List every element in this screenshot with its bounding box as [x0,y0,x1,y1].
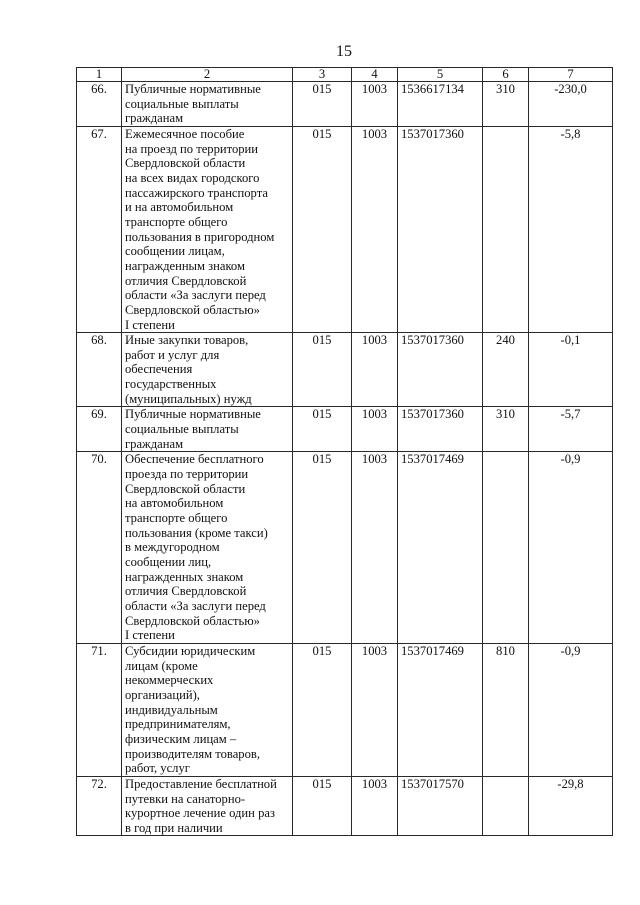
row-name-line: организаций), [125,687,200,702]
row-name-line: гражданам [125,111,184,126]
row-name-line: отличия Свердловской [125,584,247,599]
row-name [122,776,293,836]
header-row [77,68,613,82]
header-col-2: 2 [122,68,293,82]
row-name-line: некоммерческих [125,673,214,688]
row-number: 68. [77,333,122,407]
row-name-line: на всех видах городского [125,170,260,185]
row-col5-target-code: 1537017570 [398,776,483,836]
row-name-line: Обеспечение бесплатного [125,452,264,467]
row-name-line: обеспечения [125,362,193,377]
row-name-line: сообщении лиц, [125,555,212,569]
row-name-line: работ и услуг для [125,347,220,362]
row-name-line: гражданам [125,436,184,451]
row-col7-amount: -0,1 [529,333,613,407]
row-col5-target-code: 1537017360 [398,333,483,407]
row-col6-expense-type: 240 [483,333,529,407]
table-row [77,407,613,452]
row-name-line: и на автомобильном [125,200,234,215]
row-name-line: (муниципальных) нужд [125,391,252,406]
row-name-line: проезда по территории [125,467,249,482]
row-name-line: Ежемесячное пособие [125,126,245,141]
row-name-line: пользования (кроме такси) [125,525,268,540]
header-col-1: 1 [77,68,122,82]
row-name-line: транспорте общего [125,214,228,229]
row-name-line: Свердловской областью» [125,302,260,317]
row-name [122,82,293,127]
table-row [77,452,613,644]
row-col4-section-code: 1003 [352,452,398,644]
row-name [122,126,293,332]
row-col4-section-code: 1003 [352,643,398,776]
row-col6-expense-type [483,126,529,332]
row-col6-expense-type: 310 [483,407,529,452]
row-col4-section-code: 1003 [352,82,398,127]
row-name-line: пассажирского транспорта [125,185,268,200]
row-col3-ministry-code: 015 [293,407,352,452]
row-col5-target-code: 1537017360 [398,407,483,452]
row-name-line: Свердловской области [125,156,246,171]
row-name-line: сообщении лицам, [125,244,225,259]
row-col3-ministry-code: 015 [293,452,352,644]
row-name-line: на проезд по территории [125,141,259,156]
row-col7-amount: -5,7 [529,407,613,452]
row-number: 66. [77,82,122,127]
row-col4-section-code: 1003 [352,776,398,836]
row-col7-amount: -230,0 [529,82,613,127]
row-name [122,643,293,776]
table-row [77,126,613,332]
row-name-line: области «За заслуги перед [125,288,266,303]
row-col5-target-code: 1536617134 [398,82,483,127]
row-name-line: Иные закупки товаров, [125,333,249,348]
row-col7-amount: -0,9 [529,643,613,776]
row-col6-expense-type [483,452,529,644]
header-col-3: 3 [293,68,352,82]
header-col-6: 6 [483,68,529,82]
row-col4-section-code: 1003 [352,126,398,332]
row-name-line: в междугородном [125,540,220,555]
row-name-line: Свердловской области [125,481,246,496]
row-name-line: путевки на санаторно- [125,791,246,806]
header-col-4: 4 [352,68,398,82]
row-name-line: лицам (кроме [125,658,198,673]
row-name-line: области «За заслуги перед [125,598,266,613]
row-col7-amount: -29,8 [529,776,613,836]
row-col3-ministry-code: 015 [293,776,352,836]
row-name-line: в год при наличии [125,820,223,835]
row-name-line: социальные выплаты [125,96,239,111]
row-col4-section-code: 1003 [352,333,398,407]
row-name-line: государственных [125,377,217,392]
row-name-line: транспорте общего [125,511,228,526]
row-col6-expense-type: 810 [483,643,529,776]
row-col3-ministry-code: 015 [293,82,352,127]
row-number: 72. [77,776,122,836]
row-number: 71. [77,643,122,776]
row-name-line: I степени [125,317,175,332]
row-name-line: Субсидии юридическим [125,643,256,658]
header-col-7: 7 [529,68,613,82]
row-name-line: предпринимателям, [125,717,231,732]
row-col5-target-code: 1537017360 [398,126,483,332]
table-row [77,333,613,407]
row-col4-section-code: 1003 [352,407,398,452]
row-name-line: Свердловской областью» [125,613,260,628]
row-name-line: Публичные нормативные [125,407,261,422]
row-col3-ministry-code: 015 [293,126,352,332]
row-name-line: индивидуальным [125,702,218,717]
row-col5-target-code: 1537017469 [398,643,483,776]
row-col6-expense-type: 310 [483,82,529,127]
row-name-line: Публичные нормативные [125,82,261,96]
row-name-line: работ, услуг [125,761,190,776]
row-name [122,407,293,452]
row-col3-ministry-code: 015 [293,333,352,407]
budget-table [76,67,613,836]
table-row [77,776,613,836]
row-name [122,452,293,644]
row-number: 69. [77,407,122,452]
table-body [77,82,613,836]
row-col7-amount: -0,9 [529,452,613,644]
row-name-line: пользования в пригородном [125,229,275,244]
table-row [77,643,613,776]
row-col6-expense-type [483,776,529,836]
row-number: 70. [77,452,122,644]
row-name-line: производителям товаров, [125,746,260,761]
row-name-line: курортное лечение один раз [125,806,275,821]
row-col3-ministry-code: 015 [293,643,352,776]
page-number: 15 [336,43,352,60]
row-name-line: на автомобильном [125,496,224,511]
row-col7-amount: -5,8 [529,126,613,332]
header-col-5: 5 [398,68,483,82]
row-name-line: награжденным знаком [125,258,245,273]
row-name-line: награжденных знаком [125,569,244,584]
row-name-line: физическим лицам – [125,731,237,746]
row-name [122,333,293,407]
row-name-line: отличия Свердловской [125,273,247,288]
row-name-line: социальные выплаты [125,422,239,437]
row-name-line: I степени [125,628,175,643]
row-number: 67. [77,126,122,332]
table-row [77,82,613,127]
row-col5-target-code: 1537017469 [398,452,483,644]
row-name-line: Предоставление бесплатной [125,776,277,791]
